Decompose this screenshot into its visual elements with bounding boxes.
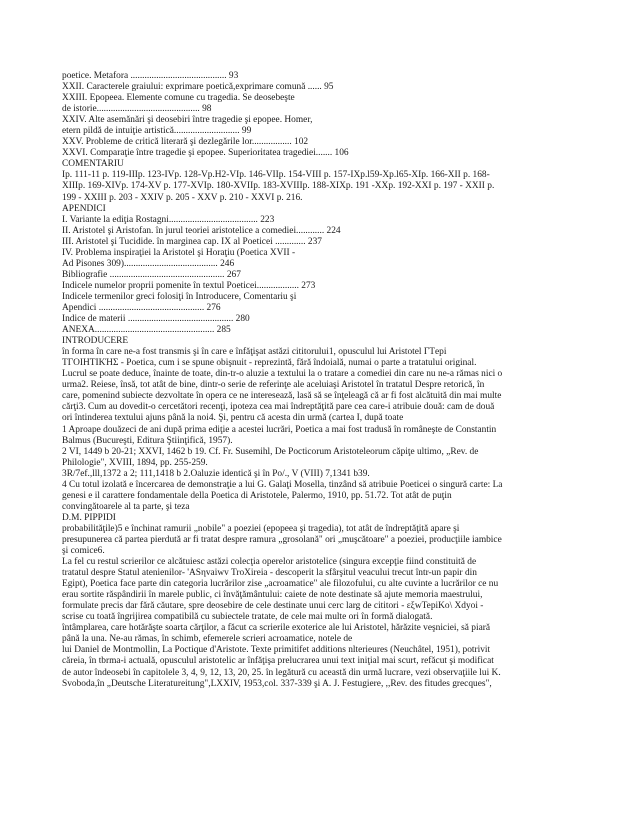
text-line: 4 Cu totul izolată e încercarea de demonstraţie a lui G. Galaţi Mosella, tinzând să atribuie Poeticei o singură carte: La — [62, 479, 503, 490]
text-line: căreia, în tbrma-i actuală, opusculul aristotelic ar înfăţişa prelucrarea unui text iniţial mai scurt, refăcut şi modificat — [62, 656, 494, 667]
text-line: probabilităţile)5 e închinat ramurii „nobile" a poeziei (epopeea şi tragedia), tot atât de îndreptăţită apare şi — [62, 523, 460, 534]
text-line: ANEXĂ................................................... 285 — [62, 325, 231, 336]
text-line: până la una. Ne-au rămas, în schimb, efemerele scrieri acroamatice, notele de — [62, 634, 353, 645]
text-line: scrise cu toată îngrijirea compatibilă cu subiectele tratate, de cele mai multe ori în formă dialogată. — [62, 612, 433, 623]
text-line: Apendici ............................................. 276 — [62, 302, 221, 313]
text-line: ΤΓΟΙΗΤΙΚΉΣ - Poetica, cum i se spune obişnuit - reprezintă, fără îndoială, numai o parte a tratatului original. — [62, 358, 477, 369]
text-line: convingătoarele al ta parte, şi teza — [62, 501, 190, 512]
text-line: de istorie............................................ 98 — [62, 104, 212, 115]
document-text — [62, 71, 582, 690]
text-line: 1 Aproape douăzeci de ani după prima ediţie a acestei lucrări, Poetica a mai fost tradusă în româneşte de Constantin — [62, 424, 497, 435]
text-line: INTRODUCERE — [62, 336, 129, 347]
text-line: Ip. 111-11 p. 119-IIIp. 123-IVp. 128-Vp.H2-VIp. 146-VIIp. 154-VIII p. 157-IXp.l59-Xp.l65-XIp. 166-XII p. 168- — [62, 170, 490, 181]
text-line: formulate precis dar fără căutare, spre deosebire de cele destinate unui cerc larg de cititori - εξwTepiKo\ Xdyoi - — [62, 601, 484, 612]
text-line: poetice. Metafora ......................................... 93 — [62, 71, 239, 81]
text-line: Egipt), Poetica face parte din categoria lucrărilor zise „acroamatice" ale filozofului, cu alte cuvinte a lucrărilor ce nu — [62, 579, 499, 590]
text-line: XIIIp. 169-XIVp. 174-XV p. 177-XVIp. 180-XVIIp. 183-XVIIIp. 188-XIXp. 191 -XXp. 192-XXI p. 197 - XXII p. — [62, 181, 495, 192]
text-line: Philologie", XVIII, 1894, pp. 255-259. — [62, 457, 208, 468]
text-line: IV. Problema inspiraţiei la Aristotel şi Horaţiu (Poetica XVII - — [62, 247, 296, 258]
text-line: Lucrul se poate deduce, înainte de toate, din-tr-o aluzie a textului la o tratare a comediei din care nu ne-a rămas nici o — [62, 369, 503, 380]
text-line: III. Aristotel şi Tucidide. în marginea cap. IX al Poeticei ............. 237 — [62, 236, 322, 247]
text-line: COMENTARIU — [62, 159, 124, 170]
text-line: Svoboda,în „Deutsche Literatureitung",LXXIV, 1953,col. 337-339 şi A. J. Festugiere, ,,Rev. des fitudes grecques", — [62, 678, 492, 689]
text-line: Balmus (Bucureşti, Editura Ştiinţifică, 1957). — [62, 435, 233, 446]
text-line: ori întinderea textului ajuns până la noi4. Şi, pentru că acesta din urmă (cartea I, după toate — [62, 413, 404, 424]
text-line: lui Daniel de Montmollin, La Poctique d'Aristote. Texte primitifet additions nlterieures (Neuchâtel, 1951), potrivit — [62, 645, 491, 656]
text-line: XXII. Caracterele graiului: exprimare poetică,exprimare comună ...... 95 — [62, 82, 334, 93]
text-line: Ad Pisones 309)........................................ 246 — [62, 258, 235, 269]
text-line: D.M. PIPPIDI — [62, 512, 116, 523]
text-line: 2 VI, 1449 b 20-21; XXVI, 1462 b 19. Cf. Fr. Susemihl, De Pocticorum Aristoteleorum căpiţe ultimo, „Rev. de — [62, 446, 479, 457]
text-line: care, pomenind subiecte dezvoltate în opera ce ne interesează, lasă să se înţeleagă că ar fi fost alcătuită din mai multe — [62, 391, 502, 402]
text-line: Indicele termenilor greci folosiţi în Introducere, Comentariu şi — [62, 291, 297, 302]
text-line: XXIII. Epopeea. Elemente comune cu tragedia. Se deosebeşte — [62, 93, 295, 104]
text-line: urma2. Reiese, însă, tot atât de bine, dintr-o serie de referinţe ale aceluiaşi Aristotel în tratatul Despre retorică, în — [62, 380, 485, 391]
text-line: şi comice6. — [62, 546, 105, 557]
text-line: I. Variante la ediţia Rostagni...................................... 223 — [62, 214, 275, 225]
text-line: XXV. Probleme de critică literară şi dezlegările lor................. 102 — [62, 137, 309, 148]
text-line: II. Aristotel şi Aristofan. în jurul teoriei aristotelice a comediei............ 224 — [62, 225, 341, 236]
text-line: tratatul despre Statul atenienilor- 'ASηvaiwv TroXireia - descoperit la sfârşitul veacului trecut într-un papir din — [62, 568, 477, 579]
text-line: 3R/7ef.,lll,1372 a 2; 111,1418 b 2.Oaluzie identică şi în Po/., V (VIII) 7,1341 b39. — [62, 468, 370, 479]
text-line: APENDICI — [62, 203, 106, 214]
text-line: genesi e il carattere fondamentale della Poetica di Aristotele, Palermo, 1910, pp. 51.72. Tot atât de puţin — [62, 490, 452, 501]
text-line: întâmplarea, care hotărăşte soarta cărţilor, a făcut ca scrierile exoterice ale lui Aristotel, hărăzite veşniciei, să piară — [62, 623, 491, 634]
text-line: erau sortite răspândirii în marele public, ci învăţământului: caiete de note destinate să ajute memoria maestrului, — [62, 590, 483, 601]
text-line: de autor îndeosebi în capitolele 3, 4, 9, 12, 13, 20, 25. în legătură cu această din urmă lucrare, vezi observaţiile lui K. — [62, 667, 501, 678]
text-line: XXIV. Alte asemănări şi deosebiri între tragedie şi epopee. Homer, — [62, 115, 313, 126]
text-line: 199 - XXIII p. 203 - XXIV p. 205 - XXV p. 210 - XXVI p. 216. — [62, 192, 303, 203]
text-line: La fel cu restul scrierilor ce alcătuiesc astăzi colecţia operelor aristotelice (singura excepţie fiind constituită de — [62, 557, 477, 568]
text-line: Bibliografie ................................................. 267 — [62, 269, 241, 280]
text-line: etern pildă de intuiţie artistică............................ 99 — [62, 126, 252, 137]
text-line: presupunerea că partea pierdută ar fi tratat despre ramura „grosolană" ori „muşcătoare" a poeziei, producţiile iambice — [62, 534, 502, 545]
text-line: în forma în care ne-a fost transmis şi în care e înfăţişat astăzi cititorului1, opusculul lui Aristotel ΓΤepi — [62, 347, 447, 358]
text-line: Indice de materii ............................................. 280 — [62, 314, 250, 325]
text-line: cărţi3. Cum au dovedit-o cercetători recenţi, ipoteza cea mai îndreptăţită pare cea care-i atribuie două: cam de două — [62, 402, 495, 413]
text-line: XXVI. Comparaţie între tragedie şi epopee. Superioritatea tragediei....... 106 — [62, 148, 349, 159]
text-line: Indicele numelor proprii pomenite în textul Poeticei.................. 273 — [62, 280, 316, 291]
